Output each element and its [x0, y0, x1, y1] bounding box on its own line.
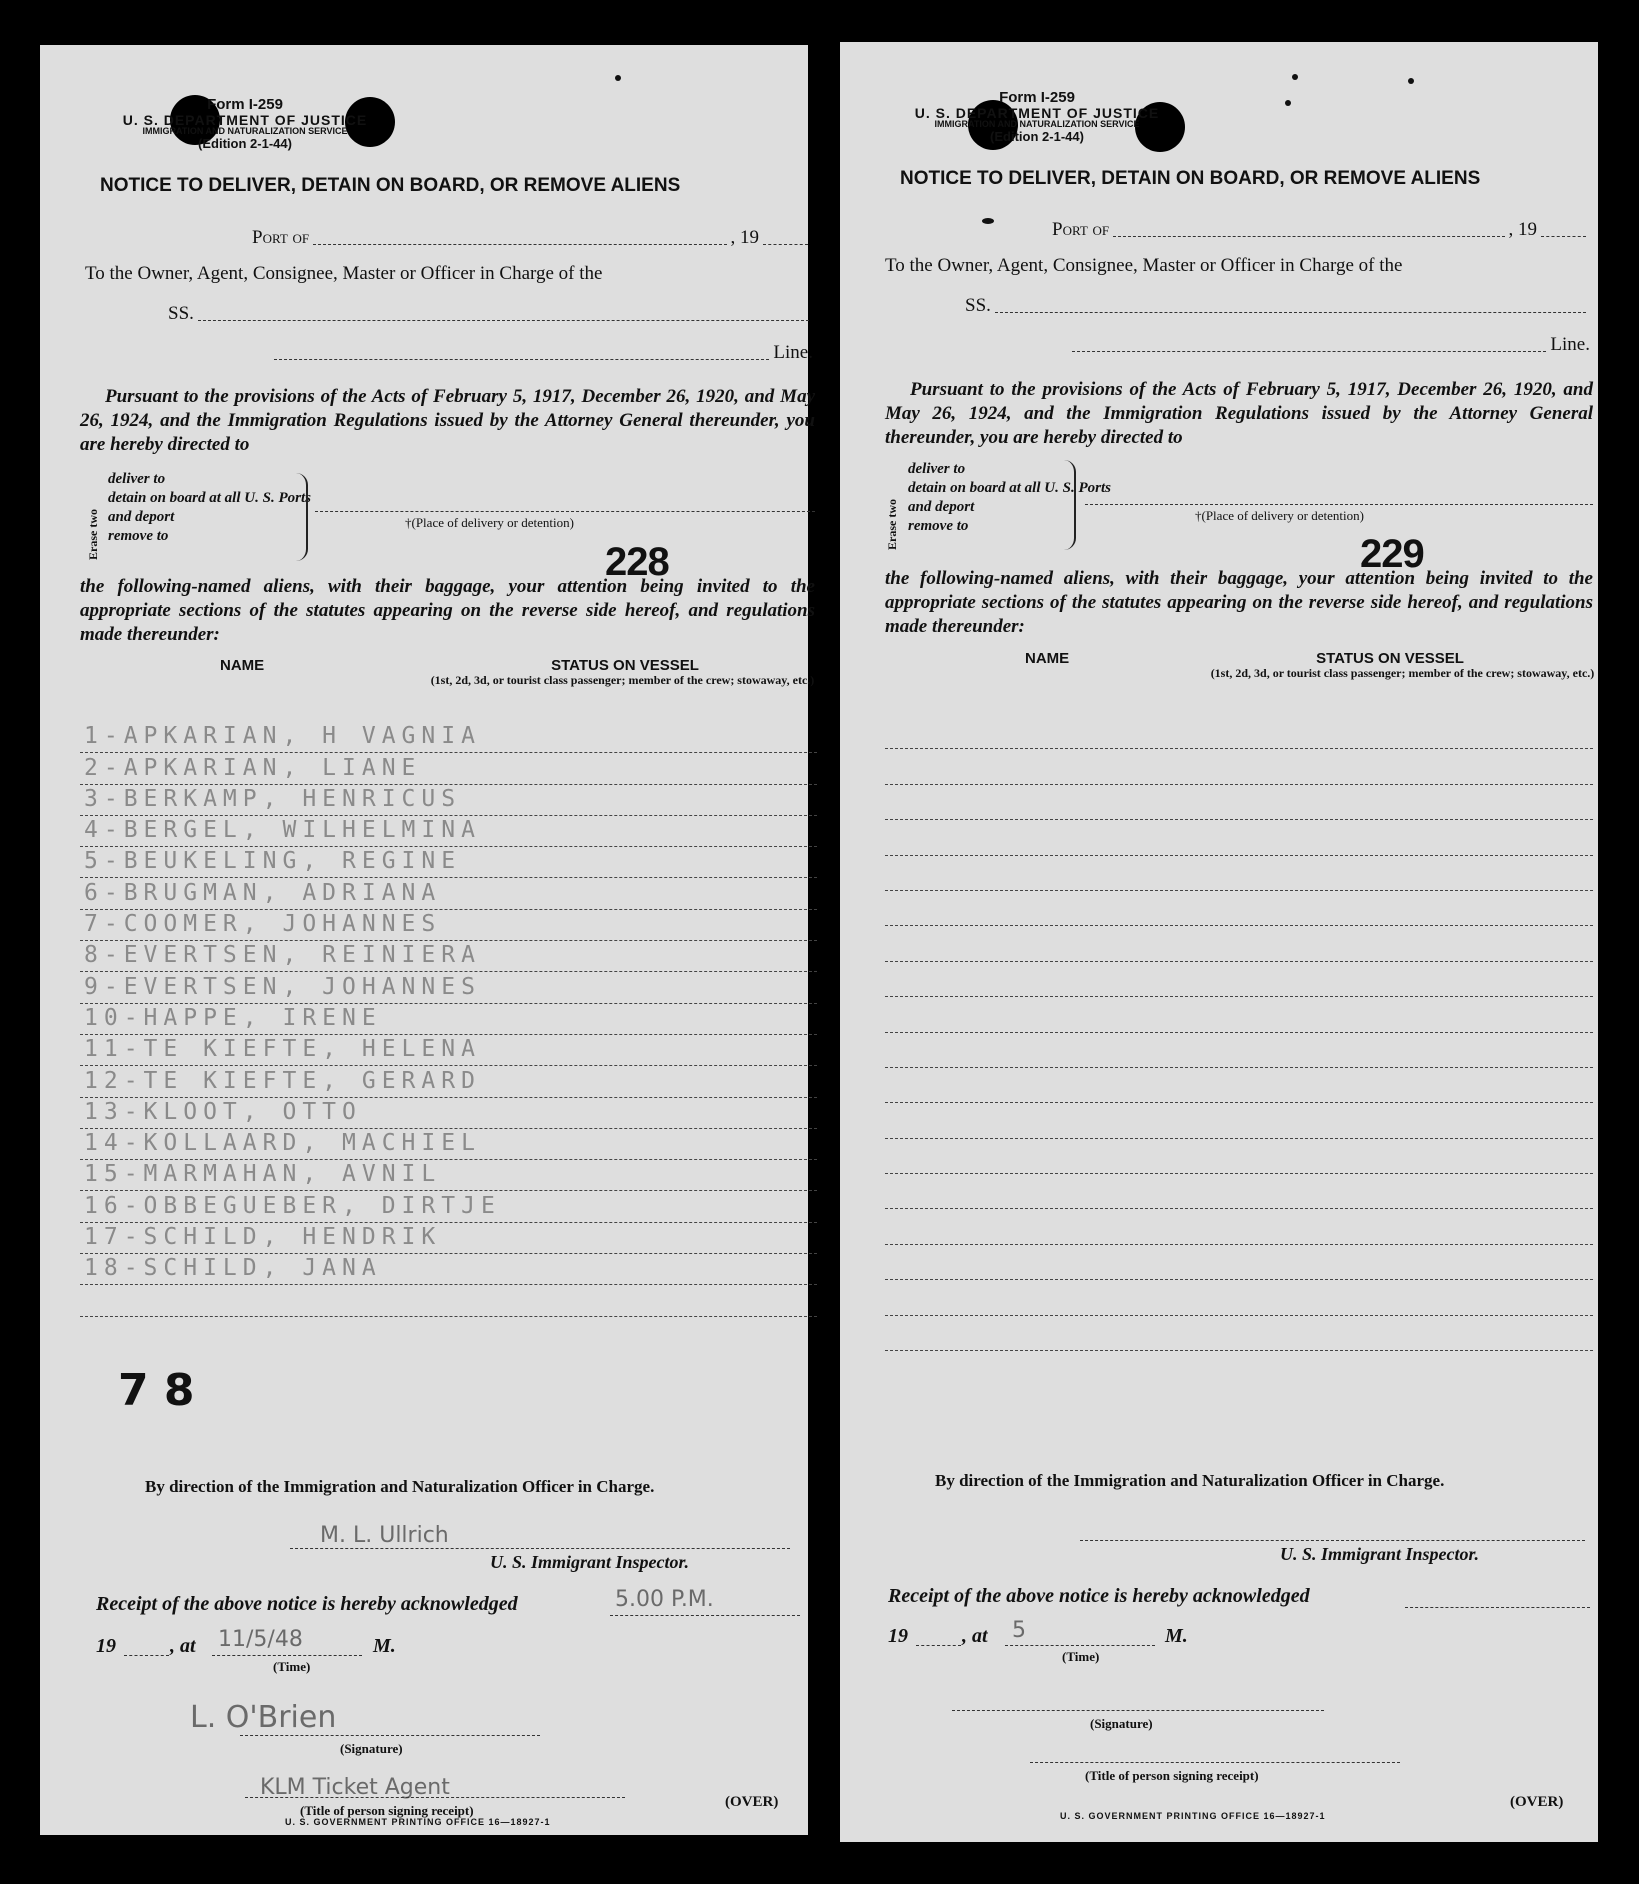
- year-blank: [916, 1645, 961, 1646]
- receipt-line: [610, 1615, 800, 1616]
- option-deliver: deliver to: [108, 471, 166, 487]
- alien-list: [80, 722, 817, 1317]
- status-header: STATUS ON VESSEL: [551, 657, 699, 674]
- entry-text: 1-APKARIAN, H VAGNIA: [84, 723, 481, 750]
- form-number: Form I-259: [999, 89, 1075, 106]
- line-field: [274, 359, 769, 360]
- port-label: Port of: [252, 227, 310, 248]
- line-line: [270, 342, 813, 364]
- ss-label: SS.: [965, 295, 991, 316]
- port-line: [1052, 219, 1590, 241]
- table-row: [885, 1103, 1593, 1138]
- entry-text: 4-BERGEL, WILHELMINA: [84, 817, 481, 844]
- port-field: [1113, 236, 1504, 237]
- table-row: [80, 785, 817, 816]
- table-row: [80, 1035, 817, 1066]
- title-caption: (Title of person signing receipt): [300, 1803, 474, 1818]
- receipt-label: Receipt of the above notice is hereby acknowledged: [888, 1585, 1310, 1607]
- speck: [1285, 100, 1291, 106]
- speck: [1292, 74, 1298, 80]
- table-row: [80, 753, 817, 784]
- entry-text: 15-MARMAHAN, AVNIL: [84, 1161, 442, 1188]
- place-caption: †(Place of delivery or detention): [405, 515, 574, 530]
- table-row: [80, 847, 817, 878]
- table-row: [80, 1004, 817, 1035]
- notice-form-right: [840, 42, 1598, 1842]
- entry-text: 3-BERKAMP, HENRICUS: [84, 785, 462, 812]
- table-row: [885, 749, 1593, 784]
- entry-text: 10-HAPPE, IRENE: [84, 1004, 382, 1031]
- option-detain: detain on board at all U. S. Ports and deport: [908, 480, 1111, 515]
- table-row: [80, 1285, 817, 1316]
- inspector-signature: M. L. Ullrich: [320, 1523, 449, 1548]
- service: IMMIGRATION AND NATURALIZATION SERVICE: [934, 119, 1140, 130]
- erase-two-label: Erase two: [86, 509, 100, 560]
- brace: [296, 473, 308, 561]
- table-row: [885, 1316, 1593, 1351]
- line-line: [1068, 334, 1590, 356]
- table-row: [885, 891, 1593, 926]
- year-field: [763, 244, 808, 245]
- signature-line: [240, 1735, 540, 1736]
- ss-field: [198, 320, 809, 321]
- receipt-signature: L. O'Brien: [190, 1700, 337, 1735]
- by-direction: By direction of the Immigration and Naturalization Officer in Charge.: [145, 1477, 655, 1496]
- line-field: [1072, 351, 1546, 352]
- table-row: [80, 1191, 817, 1222]
- table-row: [80, 878, 817, 909]
- option-remove: remove to: [908, 518, 969, 534]
- printing-office: U. S. GOVERNMENT PRINTING OFFICE 16—18927-1: [285, 1817, 551, 1827]
- erase-two-label: Erase two: [885, 499, 899, 550]
- by-direction: By direction of the Immigration and Naturalization Officer in Charge.: [935, 1471, 1445, 1490]
- table-row: [885, 1209, 1593, 1244]
- direction-options: [108, 470, 313, 546]
- name-header: NAME: [1025, 650, 1070, 667]
- time-caption: (Time): [1062, 1649, 1100, 1664]
- brace: [1064, 460, 1076, 550]
- inspector-signature-line: [290, 1548, 790, 1549]
- margin-mark: 7 8: [118, 1365, 195, 1416]
- entry-text: 6-BRUGMAN, ADRIANA: [84, 879, 442, 906]
- form-number: Form I-259: [207, 96, 283, 113]
- receipt-time: 5.00 P.M.: [615, 1587, 714, 1612]
- pursuant-text: Pursuant to the provisions of the Acts of February 5, 1917, December 26, 1920, and May 26, 1924, and the Immigration Regulations issued by the Attorney General thereunder, you are hereby directed to: [885, 379, 1593, 448]
- form-header: [70, 97, 420, 151]
- table-row: [80, 1254, 817, 1285]
- receipt-label: Receipt of the above notice is hereby acknowledged: [96, 1593, 518, 1615]
- pursuant-text: Pursuant to the provisions of the Acts of February 5, 1917, December 26, 1920, and May 26, 1924, and the Immigration Regulations issued by the Attorney General thereunder, you are hereby directed to: [80, 386, 815, 455]
- title-line: [1030, 1762, 1400, 1763]
- inspector-signature-line: [1080, 1540, 1585, 1541]
- m-label: M.: [1165, 1625, 1188, 1647]
- table-row: [80, 972, 817, 1003]
- time-caption: (Time): [273, 1659, 311, 1674]
- table-row: [80, 1129, 817, 1160]
- entry-text: 5-BEUKELING, REGINE: [84, 848, 462, 875]
- following-text: the following-named aliens, with their baggage, your attention being invited to the appropriate sections of the statutes appearing on the reverse side hereof, and regulations made thereunder:: [80, 576, 815, 645]
- signature-caption: (Signature): [1090, 1716, 1153, 1731]
- edition: (Edition 2-1-44): [990, 128, 1084, 144]
- table-row: [885, 1245, 1593, 1280]
- m-label: M.: [373, 1635, 396, 1657]
- receipt-line: [1405, 1607, 1590, 1608]
- over-label: (OVER): [725, 1794, 779, 1810]
- option-detain: detain on board at all U. S. Ports and deport: [108, 490, 311, 525]
- place-caption: †(Place of delivery or detention): [1195, 508, 1364, 523]
- table-row: [885, 714, 1593, 749]
- ss-field: [995, 312, 1586, 313]
- notice-number: 228: [605, 540, 669, 584]
- at-label: , at: [962, 1625, 988, 1647]
- entry-text: 12-TE KIEFTE, GERARD: [84, 1067, 481, 1094]
- table-row: [885, 1280, 1593, 1315]
- ss-line: [965, 295, 1590, 317]
- place-field: [1085, 504, 1593, 505]
- department: U. S. DEPARTMENT OF JUSTICE: [122, 111, 368, 128]
- year-field: [1541, 236, 1586, 237]
- speck: [982, 218, 994, 224]
- speck: [1408, 78, 1414, 84]
- title-written: KLM Ticket Agent: [260, 1775, 450, 1800]
- form-title: NOTICE TO DELIVER, DETAIN ON BOARD, OR REMOVE ALIENS: [900, 168, 1481, 189]
- table-row: [885, 1033, 1593, 1068]
- signature-caption: (Signature): [340, 1741, 403, 1756]
- status-subheader: (1st, 2d, 3d, or tourist class passenger; member of the crew; stowaway, etc.): [1210, 666, 1595, 680]
- name-header: NAME: [220, 657, 265, 674]
- table-row: [885, 856, 1593, 891]
- port-label: Port of: [1052, 219, 1110, 240]
- table-row: [80, 941, 817, 972]
- table-row: [80, 1066, 817, 1097]
- year-label: 19: [888, 1625, 908, 1647]
- table-row: [80, 1098, 817, 1129]
- table-row: [885, 1174, 1593, 1209]
- title-line: [245, 1797, 625, 1798]
- entry-text: 18-SCHILD, JANA: [84, 1255, 382, 1282]
- port-line: [252, 227, 812, 249]
- ss-line: [168, 303, 813, 325]
- inspector-title: U. S. Immigrant Inspector.: [1280, 1544, 1480, 1564]
- place-field: [315, 511, 815, 512]
- year-label: 19: [96, 1635, 116, 1657]
- entry-text: 8-EVERTSEN, REINIERA: [84, 942, 481, 969]
- option-deliver: deliver to: [908, 461, 966, 477]
- year-blank: [124, 1655, 169, 1656]
- date-written: 5: [1012, 1618, 1026, 1643]
- table-row: [885, 1068, 1593, 1103]
- direction-options: [908, 460, 1113, 536]
- table-row: [80, 1160, 817, 1191]
- following-text: the following-named aliens, with their baggage, your attention being invited to the appropriate sections of the statutes appearing on the reverse side hereof, and regulations made thereunder:: [885, 568, 1593, 637]
- port-field: [313, 244, 726, 245]
- form-header: [862, 90, 1212, 144]
- table-row: [885, 997, 1593, 1032]
- entry-text: 7-COOMER, JOHANNES: [84, 911, 442, 938]
- entry-text: 2-APKARIAN, LIANE: [84, 754, 422, 781]
- at-label: , at: [170, 1635, 196, 1657]
- signature-line: [952, 1710, 1324, 1711]
- ss-label: SS.: [168, 303, 194, 324]
- status-subheader: (1st, 2d, 3d, or tourist class passenger; member of the crew; stowaway, etc.): [430, 673, 815, 687]
- status-header: STATUS ON VESSEL: [1316, 650, 1464, 667]
- table-row: [885, 962, 1593, 997]
- edition: (Edition 2-1-44): [198, 135, 292, 151]
- line-label: Line.: [773, 342, 813, 363]
- entry-text: 9-EVERTSEN, JOHANNES: [84, 973, 481, 1000]
- option-remove: remove to: [108, 528, 169, 544]
- table-row: [885, 926, 1593, 961]
- notice-form-left: [40, 45, 815, 1835]
- time-blank: [212, 1655, 362, 1656]
- table-row: [80, 722, 817, 753]
- time-blank: [1005, 1645, 1155, 1646]
- entry-text: 11-TE KIEFTE, HELENA: [84, 1036, 481, 1063]
- entry-text: 13-KLOOT, OTTO: [84, 1098, 362, 1125]
- entry-text: 16-OBBEGUEBER, DIRTJE: [84, 1192, 501, 1219]
- table-row: [80, 816, 817, 847]
- table-row: [885, 1139, 1593, 1174]
- table-row: [885, 785, 1593, 820]
- date-written: 11/5/48: [218, 1627, 303, 1652]
- over-label: (OVER): [1510, 1794, 1564, 1810]
- inspector-title: U. S. Immigrant Inspector.: [490, 1552, 690, 1572]
- title-caption: (Title of person signing receipt): [1085, 1768, 1259, 1783]
- entry-text: 14-KOLLAARD, MACHIEL: [84, 1130, 481, 1157]
- to-line: To the Owner, Agent, Consignee, Master or Officer in Charge of the: [85, 263, 603, 284]
- table-row: [80, 910, 817, 941]
- service: IMMIGRATION AND NATURALIZATION SERVICE: [142, 126, 348, 137]
- year-prefix: , 19: [730, 227, 759, 248]
- table-row: [885, 820, 1593, 855]
- department: U. S. DEPARTMENT OF JUSTICE: [914, 104, 1160, 121]
- speck: [615, 75, 621, 81]
- to-line: To the Owner, Agent, Consignee, Master or Officer in Charge of the: [885, 255, 1403, 276]
- line-label: Line.: [1550, 334, 1590, 355]
- year-prefix: , 19: [1508, 219, 1537, 240]
- table-row: [80, 1223, 817, 1254]
- entry-text: 17-SCHILD, HENDRIK: [84, 1224, 442, 1251]
- alien-list: [885, 714, 1593, 1351]
- form-title: NOTICE TO DELIVER, DETAIN ON BOARD, OR REMOVE ALIENS: [100, 175, 681, 196]
- printing-office: U. S. GOVERNMENT PRINTING OFFICE 16—18927-1: [1060, 1811, 1326, 1821]
- notice-number: 229: [1360, 532, 1424, 576]
